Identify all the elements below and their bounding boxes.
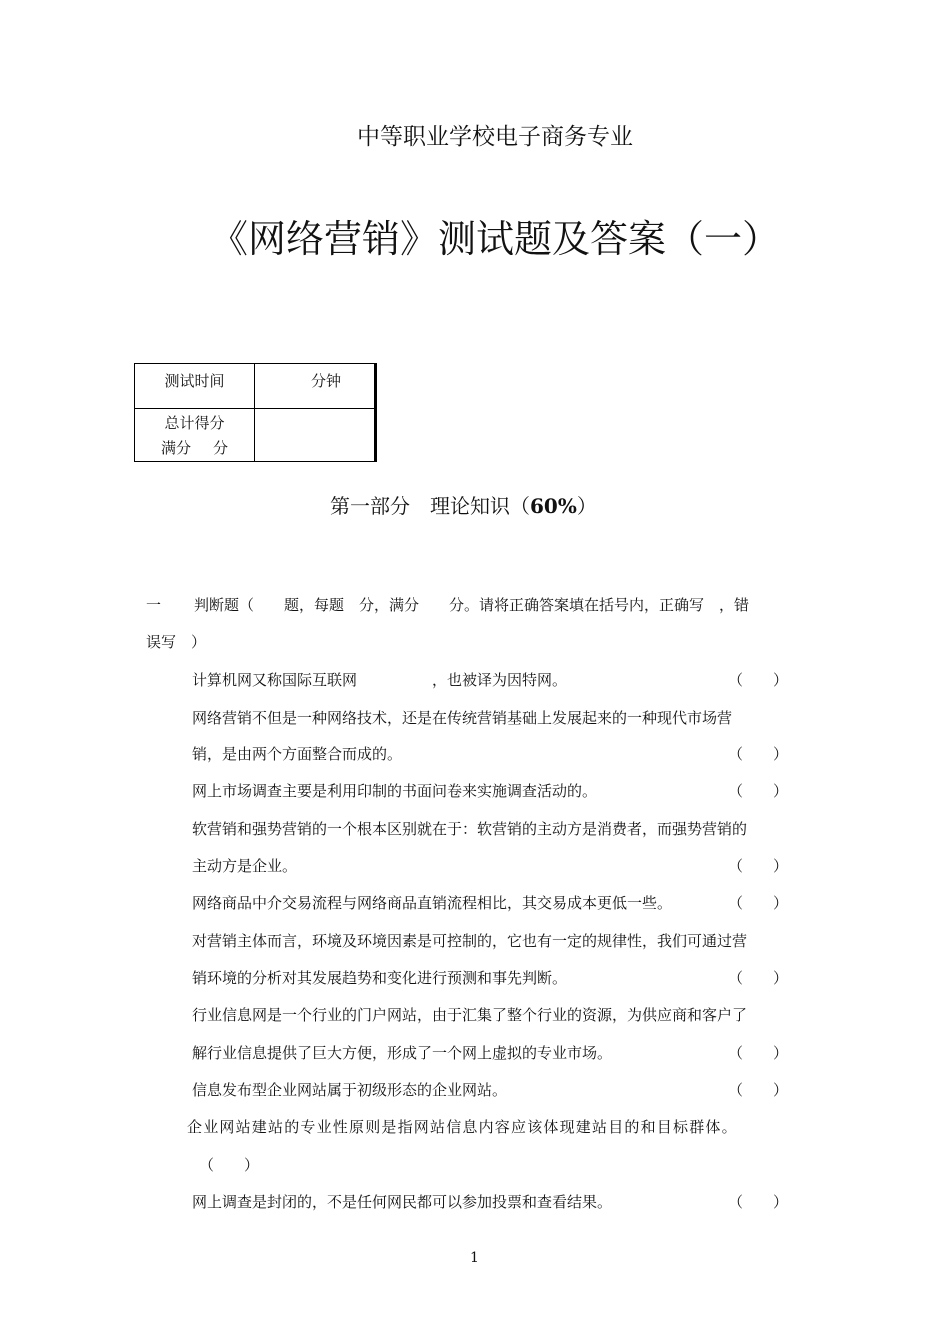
answer-blank-9[interactable]: （ ） xyxy=(199,1156,260,1174)
score-table xyxy=(134,363,377,462)
answer-blank-1[interactable]: （ ） xyxy=(728,671,789,689)
answer-blank-10[interactable]: （ ） xyxy=(728,1193,789,1211)
document-title: 《网络营销》测试题及答案（一） xyxy=(209,217,780,261)
question-9: 企业网站建站的专业性原则是指网站信息内容应该体现建站目的和目标群体。 xyxy=(187,1118,738,1136)
table-row xyxy=(135,364,376,409)
answer-blank-3[interactable]: （ ） xyxy=(728,782,789,800)
total-score-label-cell: 总计得分 满分 分 xyxy=(135,409,255,462)
question-5: 网络商品中介交易流程与网络商品直销流程相比，其交易成本更低一些。 xyxy=(192,894,673,912)
table-row xyxy=(135,409,376,462)
test-time-label-cell: 测试时间 xyxy=(135,364,255,409)
answer-blank-5[interactable]: （ ） xyxy=(728,894,789,912)
total-score-value-cell[interactable] xyxy=(255,409,376,462)
question-4-line-2: 主动方是企业。 xyxy=(192,857,298,875)
document-subtitle: 中等职业学校电子商务专业 xyxy=(357,124,633,150)
section-title: 第一部分 理论知识（60%） xyxy=(330,494,597,518)
question-2-line-2: 销，是由两个方面整合而成的。 xyxy=(192,745,403,763)
page-number: 1 xyxy=(470,1250,479,1266)
answer-blank-7[interactable]: （ ） xyxy=(728,1044,789,1062)
answer-blank-6[interactable]: （ ） xyxy=(728,969,789,987)
answer-blank-2[interactable]: （ ） xyxy=(728,745,789,763)
question-3: 网上市场调查主要是利用印制的书面问卷来实施调查活动的。 xyxy=(192,782,598,800)
question-8: 信息发布型企业网站属于初级形态的企业网站。 xyxy=(192,1081,508,1099)
question-10: 网上调查是封闭的，不是任何网民都可以参加投票和查看结果。 xyxy=(192,1193,613,1211)
test-time-value-cell[interactable]: 分钟 xyxy=(255,364,376,409)
question-6-line-1: 对营销主体而言，环境及环境因素是可控制的，它也有一定的规律性，我们可通过营 xyxy=(192,932,748,950)
question-7-line-1: 行业信息网是一个行业的门户网站，由于汇集了整个行业的资源，为供应商和客户了 xyxy=(192,1006,748,1024)
part-number: 一 xyxy=(146,596,162,614)
part-heading-continued: 误写 ） xyxy=(146,633,207,651)
question-1: 计算机网又称国际互联网 ，也被译为因特网。 xyxy=(192,671,568,689)
answer-blank-8[interactable]: （ ） xyxy=(728,1081,789,1099)
question-2-line-1: 网络营销不但是一种网络技术，还是在传统营销基础上发展起来的一种现代市场营 xyxy=(192,709,733,727)
part-heading: 判断题（ 题，每题 分，满分 分。请将正确答案填在括号内，正确写 ，错 xyxy=(194,596,750,614)
question-6-line-2: 销环境的分析对其发展趋势和变化进行预测和事先判断。 xyxy=(192,969,568,987)
question-4-line-1: 软营销和强势营销的一个根本区别就在于：软营销的主动方是消费者，而强势营销的 xyxy=(192,820,748,838)
question-7-line-2: 解行业信息提供了巨大方便，形成了一个网上虚拟的专业市场。 xyxy=(192,1044,613,1062)
answer-blank-4[interactable]: （ ） xyxy=(728,857,789,875)
